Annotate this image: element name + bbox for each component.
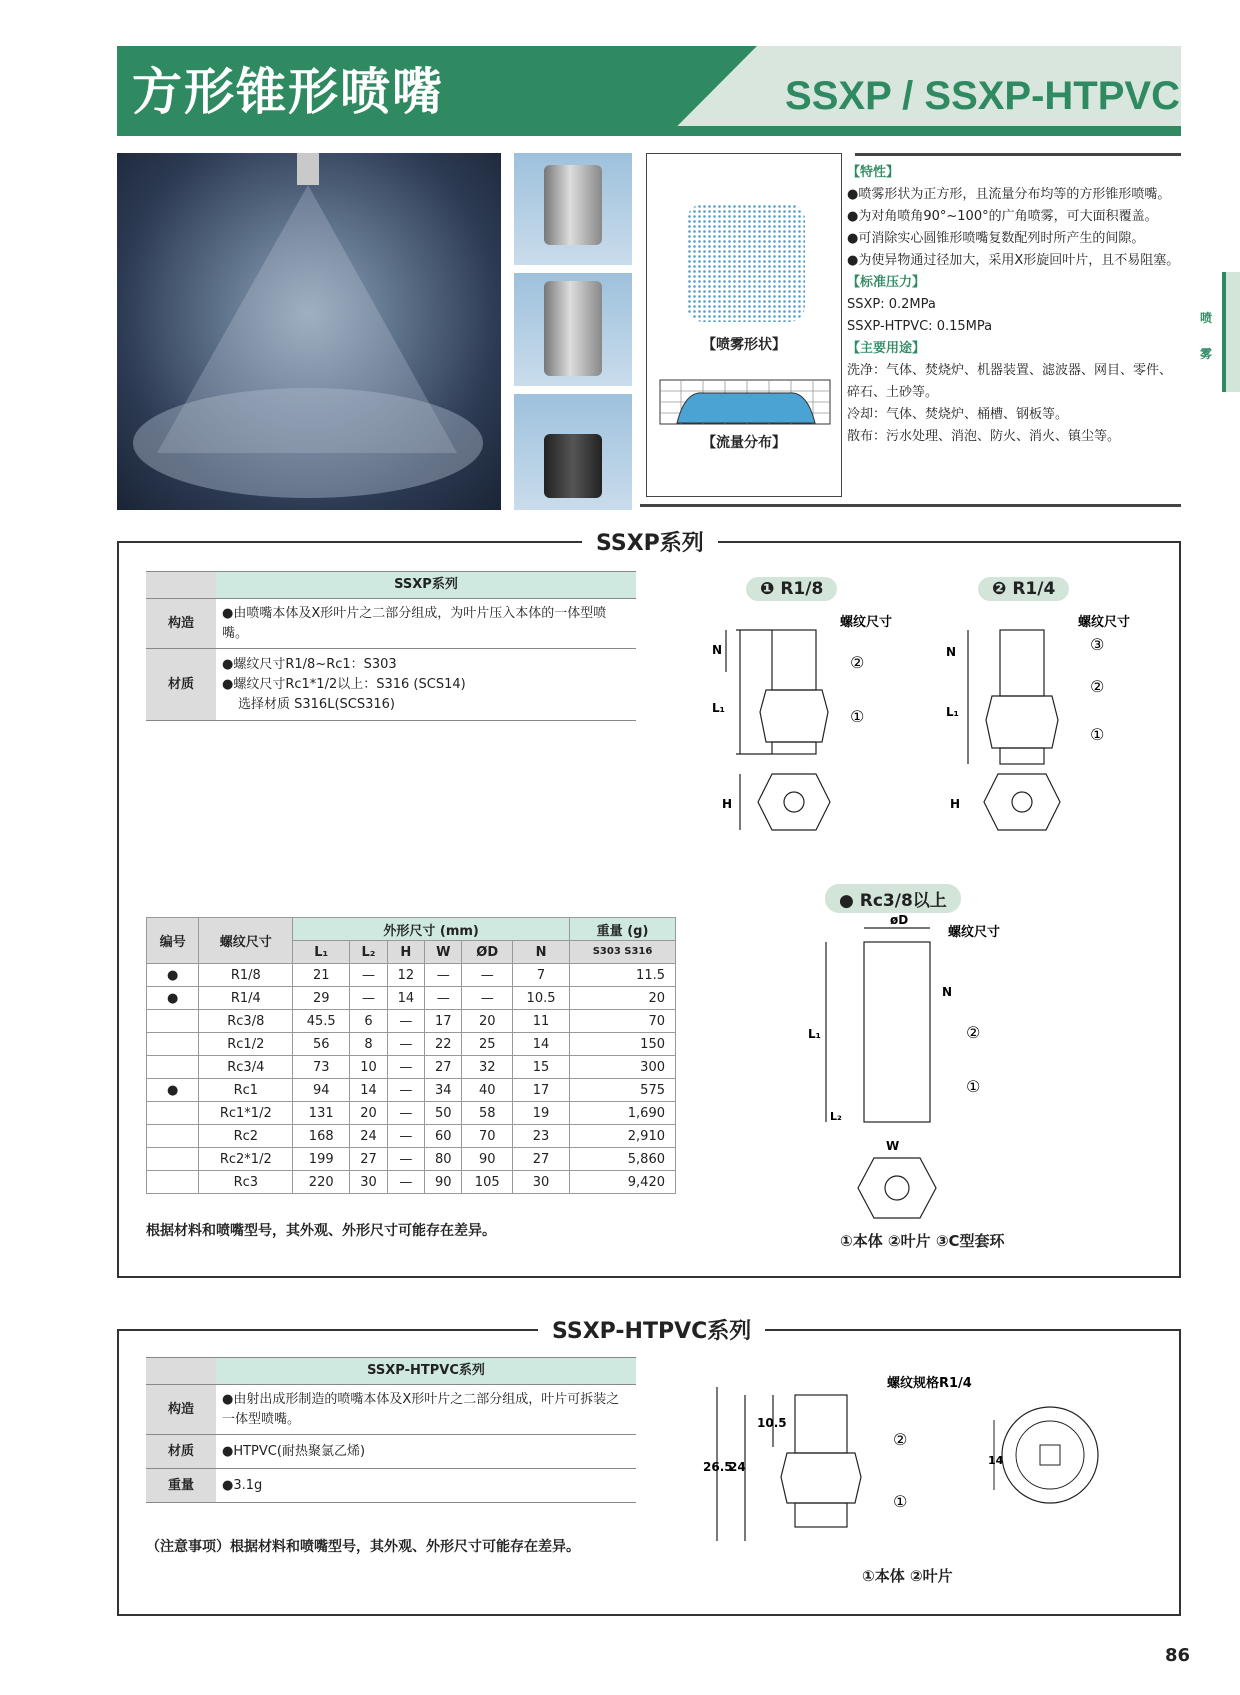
callout-1: ①	[850, 707, 865, 726]
pattern-caption: 【喷雾形状】	[702, 337, 786, 353]
features-bottom-rule	[640, 504, 1181, 507]
table-cell: 575	[570, 1079, 676, 1102]
type-pill-r14: ❷ R1/4	[978, 577, 1069, 601]
table-cell: 20	[462, 1010, 513, 1033]
features-text	[847, 162, 1183, 448]
table-row	[147, 1056, 676, 1079]
table-cell: 80	[425, 1148, 462, 1171]
table-cell: 27	[350, 1148, 387, 1171]
page-title: 方形锥形喷嘴	[132, 63, 444, 121]
svg-text:14: 14	[988, 1454, 1004, 1467]
table-cell: 90	[462, 1148, 513, 1171]
svg-text:②: ②	[1090, 677, 1105, 696]
svg-text:L₁: L₁	[946, 705, 959, 719]
svg-text:10.5: 10.5	[757, 1416, 787, 1430]
table-cell: —	[462, 964, 513, 987]
svg-text:①: ①	[893, 1492, 908, 1511]
table-cell: 199	[293, 1148, 350, 1171]
pressure-htpvc: SSXP-HTPVC: 0.15MPa	[847, 319, 993, 334]
svg-text:øD: øD	[890, 913, 909, 927]
material-line: ●螺纹尺寸Rc1*1/2以上：S316 (SCS14)	[222, 676, 466, 692]
feature-item: ●为使异物通过径加大，采用X形旋回叶片，且不易阻塞。	[847, 253, 1180, 268]
table-cell: 70	[462, 1125, 513, 1148]
rc38-drawing	[790, 912, 1010, 1232]
table-cell: —	[350, 987, 387, 1010]
svg-text:H: H	[950, 797, 961, 811]
table-cell: Rc3/8	[199, 1010, 293, 1033]
htpvc-legend: ①本体 ②叶片	[862, 1567, 953, 1585]
table-cell: 17	[425, 1010, 462, 1033]
htpvc-section-title: SSXP-HTPVC系列	[538, 1314, 765, 1345]
model-name: SSXP / SSXP-HTPVC	[785, 74, 1180, 118]
svg-text:W: W	[886, 1139, 900, 1153]
table-cell: 300	[570, 1056, 676, 1079]
svg-text:N: N	[942, 985, 953, 999]
table-cell: Rc1/2	[199, 1033, 293, 1056]
svg-text:③: ③	[1090, 635, 1105, 654]
table-cell: 15	[512, 1056, 569, 1079]
material-label: 材质	[146, 649, 216, 721]
svg-text:②: ②	[893, 1430, 908, 1449]
table-cell: 10.5	[512, 987, 569, 1010]
table-row	[147, 987, 676, 1010]
type-pill-r18: ❶ R1/8	[746, 577, 837, 601]
table-cell: 6	[350, 1010, 387, 1033]
usage-heading: 【主要用途】	[847, 341, 926, 356]
table-row	[147, 1171, 676, 1194]
table-cell: 24	[350, 1125, 387, 1148]
col-weight: 重量 (g)	[570, 918, 676, 941]
table-cell: 60	[425, 1125, 462, 1148]
table-cell: 30	[512, 1171, 569, 1194]
table-cell: ●	[147, 964, 199, 987]
header-underline	[117, 126, 1181, 136]
r14-drawing	[942, 612, 1142, 852]
table-cell: 19	[512, 1102, 569, 1125]
table-row	[147, 1010, 676, 1033]
table-cell: 94	[293, 1079, 350, 1102]
ssxp-note: 根据材料和喷嘴型号，其外观、外形尺寸可能存在差异。	[146, 1223, 496, 1239]
svg-text:26.5: 26.5	[703, 1460, 733, 1474]
table-cell: 17	[512, 1079, 569, 1102]
table-cell: ●	[147, 987, 199, 1010]
table-cell: 56	[293, 1033, 350, 1056]
flow-caption: 【流量分布】	[702, 435, 786, 451]
table-cell: 27	[425, 1056, 462, 1079]
table-cell: 20	[570, 987, 676, 1010]
table-cell: 58	[462, 1102, 513, 1125]
table-cell: 2,910	[570, 1125, 676, 1148]
table-cell: —	[387, 1079, 424, 1102]
material-line: ●螺纹尺寸R1/8~Rc1：S303	[222, 656, 397, 672]
structure-value: ●由喷嘴本体及X形叶片之二部分组成，为叶片压入本体的一体型喷嘴。	[216, 599, 636, 649]
table-cell: 168	[293, 1125, 350, 1148]
table-cell: —	[387, 1171, 424, 1194]
callout-2: ②	[850, 653, 865, 672]
table-cell: Rc3/4	[199, 1056, 293, 1079]
table-cell: 30	[350, 1171, 387, 1194]
feature-item: ●为对角喷角90°~100°的广角喷雾，可大面积覆盖。	[847, 209, 1158, 224]
col-dims: 外形尺寸 (mm)	[293, 918, 570, 941]
svg-text:24: 24	[729, 1460, 746, 1474]
table-row	[147, 1033, 676, 1056]
nozzle-photo-1	[514, 153, 632, 265]
table-cell: —	[387, 1056, 424, 1079]
thread-size-label: 螺纹尺寸	[840, 615, 893, 630]
table-cell: —	[425, 964, 462, 987]
flow-distribution-graph	[659, 379, 831, 425]
table-row	[147, 964, 676, 987]
table-cell: 131	[293, 1102, 350, 1125]
table-row	[147, 1125, 676, 1148]
feature-item: ●可消除实心圆锥形喷嘴复数配列时所产生的间隙。	[847, 231, 1145, 246]
svg-text:螺纹尺寸: 螺纹尺寸	[1078, 615, 1131, 630]
table-cell: 10	[350, 1056, 387, 1079]
type-pill-rc38: ● Rc3/8以上	[825, 884, 961, 913]
square-spray-pattern	[687, 204, 805, 322]
svg-text:螺纹尺寸: 螺纹尺寸	[948, 925, 1001, 940]
table-cell	[147, 1125, 199, 1148]
spray-photo	[117, 153, 501, 510]
htpvc-end-view	[990, 1400, 1100, 1510]
table-row	[147, 1102, 676, 1125]
feature-item: ●喷雾形状为正方形，且流量分布均等的方形锥形喷嘴。	[847, 187, 1171, 202]
table-cell: Rc3	[199, 1171, 293, 1194]
table-cell: 50	[425, 1102, 462, 1125]
usage-item: 散布：污水处理、消泡、防火、消火、镇尘等。	[847, 429, 1121, 444]
table-cell: Rc1*1/2	[199, 1102, 293, 1125]
table-cell: 20	[350, 1102, 387, 1125]
svg-text:L₁: L₁	[808, 1027, 821, 1041]
table-cell: 105	[462, 1171, 513, 1194]
table-cell: 25	[462, 1033, 513, 1056]
table-cell: R1/8	[199, 964, 293, 987]
svg-text:②: ②	[966, 1023, 981, 1042]
table-cell: 90	[425, 1171, 462, 1194]
table-cell: 14	[350, 1079, 387, 1102]
r18-drawing	[700, 612, 900, 852]
table-cell: 14	[387, 987, 424, 1010]
htpvc-spec-header: SSXP-HTPVC系列	[216, 1358, 636, 1385]
table-cell: 73	[293, 1056, 350, 1079]
table-cell: 29	[293, 987, 350, 1010]
spray-pattern-box	[646, 153, 842, 497]
table-cell: R1/4	[199, 987, 293, 1010]
table-row	[147, 1079, 676, 1102]
table-cell: 11.5	[570, 964, 676, 987]
table-cell: 45.5	[293, 1010, 350, 1033]
table-cell: —	[387, 1102, 424, 1125]
table-cell	[147, 1148, 199, 1171]
htpvc-note: （注意事项）根据材料和喷嘴型号，其外观、外形尺寸可能存在差异。	[146, 1539, 580, 1555]
table-cell: —	[387, 1010, 424, 1033]
svg-text:L₂: L₂	[830, 1110, 842, 1123]
htpvc-structure: ●由射出成形制造的喷嘴本体及X形叶片之二部分组成，叶片可拆装之一体型喷嘴。	[216, 1385, 636, 1435]
htpvc-drawing	[695, 1375, 995, 1565]
table-row	[147, 1148, 676, 1171]
table-cell: —	[425, 987, 462, 1010]
nozzle-photo-3	[514, 394, 632, 510]
structure-label: 构造	[146, 599, 216, 649]
table-cell	[147, 1033, 199, 1056]
table-cell: 12	[387, 964, 424, 987]
dim-l1-label: L₁	[712, 701, 725, 715]
table-cell: 11	[512, 1010, 569, 1033]
htpvc-material: ●HTPVC(耐热聚氯乙烯)	[216, 1435, 636, 1469]
ssxp-dimension-table: 编号 螺纹尺寸 外形尺寸 (mm) 重量 (g) L₁ L₂ H W ØD N S303 S316 ● R1/8 21 — 12 — — 7 11.5 ● R1/4 29 — 14 — — 10.5 20 Rc3/8 45.5 6 — 17 20 11 70 Rc1/2 56 8 — 22 25 14 150 Rc3/4 73 10 — 27 32 15 300 ● Rc1 94 14 — 34 40 17 575 Rc1*1/2 131 20 — 50 58 19 1,690 Rc2 168 24 — 60 70 23 2,910 Rc2*1/2 199 27 — 80 90 27 5,860 Rc3 220 30 — 90 105 30 9,420	[146, 917, 676, 1194]
usage-item: 冷却：气体、焚烧炉、桶槽、钢板等。	[847, 407, 1069, 422]
table-cell: 27	[512, 1148, 569, 1171]
pressure-heading: 【标准压力】	[847, 275, 926, 290]
table-cell: 40	[462, 1079, 513, 1102]
table-cell	[147, 1102, 199, 1125]
svg-text:螺纹规格R1/4: 螺纹规格R1/4	[887, 1376, 972, 1391]
col-no: 编号	[147, 918, 199, 964]
table-cell: —	[387, 1148, 424, 1171]
table-cell: 23	[512, 1125, 569, 1148]
table-cell	[147, 1171, 199, 1194]
material-line: 选择材质 S316L(SCS316)	[238, 696, 395, 712]
svg-text:N: N	[946, 645, 957, 659]
table-cell: 8	[350, 1033, 387, 1056]
nozzle-photo-2	[514, 273, 632, 386]
col-thread: 螺纹尺寸	[199, 918, 293, 964]
ssxp-legend: ①本体 ②叶片 ③C型套环	[840, 1232, 1005, 1250]
table-cell: 22	[425, 1033, 462, 1056]
svg-text:①: ①	[966, 1077, 981, 1096]
table-cell: —	[387, 1033, 424, 1056]
table-cell: —	[387, 1125, 424, 1148]
side-index-accent	[1222, 272, 1226, 392]
features-heading: 【特性】	[847, 165, 900, 180]
dim-h-label: H	[722, 797, 733, 811]
features-top-rule	[855, 153, 1181, 156]
svg-text:①: ①	[1090, 725, 1105, 744]
table-cell	[147, 1056, 199, 1079]
table-cell: ●	[147, 1079, 199, 1102]
table-cell: 34	[425, 1079, 462, 1102]
pressure-ssxp: SSXP: 0.2MPa	[847, 297, 936, 312]
table-cell: 32	[462, 1056, 513, 1079]
usage-item: 洗净：气体、焚烧炉、机器装置、滤波器、网目、零件、碎石、土砂等。	[847, 363, 1173, 400]
table-cell: —	[350, 964, 387, 987]
spray-illustration	[117, 153, 501, 510]
htpvc-weight: ●3.1g	[216, 1469, 636, 1503]
table-cell	[147, 1010, 199, 1033]
ssxp-spec-header: SSXP系列	[216, 572, 636, 599]
ssxp-spec-table	[146, 571, 636, 721]
table-cell: Rc2*1/2	[199, 1148, 293, 1171]
table-cell: 1,690	[570, 1102, 676, 1125]
table-cell: Rc1	[199, 1079, 293, 1102]
table-cell: 14	[512, 1033, 569, 1056]
table-cell: —	[462, 987, 513, 1010]
table-cell: 220	[293, 1171, 350, 1194]
htpvc-spec-table: SSXP-HTPVC系列 构造 ●由射出成形制造的喷嘴本体及X形叶片之二部分组成，叶片可拆装之一体型喷嘴。 材质 ●HTPVC(耐热聚氯乙烯) 重量 ●3.1g	[146, 1357, 636, 1503]
table-cell: 70	[570, 1010, 676, 1033]
table-cell: 9,420	[570, 1171, 676, 1194]
side-index-label: 喷雾	[1200, 311, 1213, 361]
dim-n-label: N	[712, 643, 723, 657]
table-cell: 5,860	[570, 1148, 676, 1171]
ssxp-section-title: SSXP系列	[582, 526, 718, 557]
page-number: 86	[1164, 1645, 1190, 1666]
table-cell: 7	[512, 964, 569, 987]
table-cell: Rc2	[199, 1125, 293, 1148]
table-cell: 21	[293, 964, 350, 987]
table-cell: 150	[570, 1033, 676, 1056]
